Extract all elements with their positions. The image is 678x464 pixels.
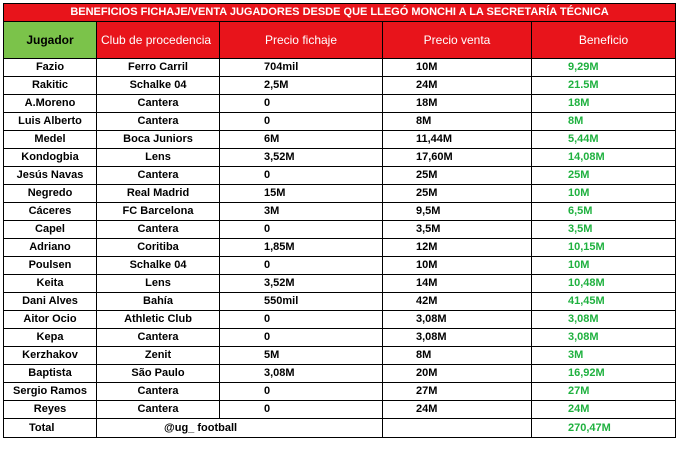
sale-price-cell[interactable]: 12M (383, 239, 532, 257)
table-row (4, 131, 676, 149)
sale-price-cell[interactable]: 18M (383, 95, 532, 113)
profit-cell[interactable]: 10,15M (532, 239, 676, 257)
player-cell[interactable]: Aitor Ocio (4, 311, 97, 329)
profit-cell[interactable]: 3,08M (532, 329, 676, 347)
player-cell[interactable]: Cáceres (4, 203, 97, 221)
sale-price-cell[interactable]: 27M (383, 383, 532, 401)
table-row (4, 239, 676, 257)
profit-column-header[interactable]: Beneficio (532, 22, 676, 59)
buy-price-cell[interactable]: 15M (220, 185, 383, 203)
sale-price-cell[interactable]: 3,08M (383, 329, 532, 347)
player-cell[interactable]: Kepa (4, 329, 97, 347)
buy-price-cell[interactable]: 0 (220, 401, 383, 419)
club-cell[interactable]: Ferro Carril (97, 59, 220, 77)
social-handle: @ug_ football (97, 419, 383, 438)
club-cell[interactable]: Cantera (97, 95, 220, 113)
club-cell[interactable]: Cantera (97, 113, 220, 131)
club-cell[interactable]: Schalke 04 (97, 77, 220, 95)
table-row (4, 77, 676, 95)
profit-cell[interactable]: 3M (532, 347, 676, 365)
profit-cell[interactable]: 3,08M (532, 311, 676, 329)
player-cell[interactable]: Capel (4, 221, 97, 239)
sale-price-cell[interactable]: 25M (383, 185, 532, 203)
sale-price-cell[interactable]: 10M (383, 257, 532, 275)
player-column-header[interactable]: Jugador (4, 22, 97, 59)
table-row (4, 185, 676, 203)
spreadsheet (3, 3, 675, 438)
buy-price-cell[interactable]: 0 (220, 95, 383, 113)
buy-price-cell[interactable]: 0 (220, 113, 383, 131)
buy-price-cell[interactable]: 3,52M (220, 275, 383, 293)
sale-price-cell[interactable]: 3,08M (383, 311, 532, 329)
profit-cell[interactable]: 3,5M (532, 221, 676, 239)
club-cell[interactable]: Cantera (97, 401, 220, 419)
table-row (4, 329, 676, 347)
player-cell[interactable]: Negredo (4, 185, 97, 203)
table-row (4, 347, 676, 365)
buy-price-column-header[interactable]: Precio fichaje (220, 22, 383, 59)
profit-cell[interactable]: 25M (532, 167, 676, 185)
header-row (4, 22, 676, 59)
table-row (4, 59, 676, 77)
table-row (4, 203, 676, 221)
transfer-profit-table (3, 3, 676, 438)
table-row (4, 167, 676, 185)
table-row (4, 293, 676, 311)
table-row (4, 401, 676, 419)
club-cell[interactable]: Lens (97, 149, 220, 167)
table-row (4, 383, 676, 401)
total-sale-cell[interactable] (383, 419, 532, 438)
club-cell[interactable]: FC Barcelona (97, 203, 220, 221)
player-cell[interactable]: A.Moreno (4, 95, 97, 113)
profit-cell[interactable]: 16,92M (532, 365, 676, 383)
sale-price-cell[interactable]: 24M (383, 401, 532, 419)
buy-price-cell[interactable]: 0 (220, 167, 383, 185)
club-cell[interactable]: Cantera (97, 383, 220, 401)
profit-cell[interactable]: 10M (532, 257, 676, 275)
buy-price-cell[interactable]: 0 (220, 257, 383, 275)
profit-cell[interactable]: 18M (532, 95, 676, 113)
sale-price-cell[interactable]: 10M (383, 59, 532, 77)
table-row (4, 257, 676, 275)
club-cell[interactable]: Schalke 04 (97, 257, 220, 275)
player-cell[interactable]: Medel (4, 131, 97, 149)
profit-cell[interactable]: 6,5M (532, 203, 676, 221)
table-row (4, 221, 676, 239)
total-profit-cell[interactable]: 270,47M (532, 419, 676, 438)
buy-price-cell[interactable]: 0 (220, 329, 383, 347)
buy-price-cell[interactable]: 0 (220, 221, 383, 239)
club-cell[interactable]: Boca Juniors (97, 131, 220, 149)
profit-cell[interactable]: 10M (532, 185, 676, 203)
player-cell[interactable]: Poulsen (4, 257, 97, 275)
player-cell[interactable]: Kerzhakov (4, 347, 97, 365)
sale-price-cell[interactable]: 25M (383, 167, 532, 185)
buy-price-cell[interactable]: 550mil (220, 293, 383, 311)
player-cell[interactable]: Sergio Ramos (4, 383, 97, 401)
profit-cell[interactable]: 8M (532, 113, 676, 131)
buy-price-cell[interactable]: 704mil (220, 59, 383, 77)
profit-cell[interactable]: 21.5M (532, 77, 676, 95)
buy-price-cell[interactable]: 3M (220, 203, 383, 221)
sale-price-cell[interactable]: 42M (383, 293, 532, 311)
club-cell[interactable]: Cantera (97, 167, 220, 185)
player-cell[interactable]: Jesús Navas (4, 167, 97, 185)
sale-price-cell[interactable]: 14M (383, 275, 532, 293)
buy-price-cell[interactable]: 2,5M (220, 77, 383, 95)
player-cell[interactable]: Baptista (4, 365, 97, 383)
sale-price-cell[interactable]: 8M (383, 347, 532, 365)
sale-price-cell[interactable]: 9,5M (383, 203, 532, 221)
title-row (4, 4, 676, 22)
table-row (4, 365, 676, 383)
table-row (4, 149, 676, 167)
total-row (4, 419, 676, 438)
profit-cell[interactable]: 41,45M (532, 293, 676, 311)
club-cell[interactable]: Real Madrid (97, 185, 220, 203)
player-cell[interactable]: Adriano (4, 239, 97, 257)
player-cell[interactable]: Dani Alves (4, 293, 97, 311)
sale-price-cell[interactable]: 8M (383, 113, 532, 131)
player-cell[interactable]: Luis Alberto (4, 113, 97, 131)
total-label[interactable]: Total (4, 419, 97, 438)
player-cell[interactable]: Reyes (4, 401, 97, 419)
player-cell[interactable]: Keita (4, 275, 97, 293)
table-row (4, 113, 676, 131)
sale-price-cell[interactable]: 17,60M (383, 149, 532, 167)
player-cell[interactable]: Rakitic (4, 77, 97, 95)
club-cell[interactable]: Cantera (97, 221, 220, 239)
player-cell[interactable]: Fazio (4, 59, 97, 77)
buy-price-cell[interactable]: 1,85M (220, 239, 383, 257)
club-cell[interactable]: Cantera (97, 329, 220, 347)
player-cell[interactable]: Kondogbia (4, 149, 97, 167)
club-cell[interactable]: São Paulo (97, 365, 220, 383)
club-cell[interactable]: Bahía (97, 293, 220, 311)
profit-cell[interactable]: 9,29M (532, 59, 676, 77)
profit-cell[interactable]: 5,44M (532, 131, 676, 149)
sale-price-column-header[interactable]: Precio venta (383, 22, 532, 59)
club-cell[interactable]: Coritiba (97, 239, 220, 257)
buy-price-cell[interactable]: 5M (220, 347, 383, 365)
club-column-header[interactable]: Club de procedencia (97, 22, 220, 59)
buy-price-cell[interactable]: 3,08M (220, 365, 383, 383)
club-cell[interactable]: Athletic Club (97, 311, 220, 329)
table-row (4, 311, 676, 329)
sale-price-cell[interactable]: 11,44M (383, 131, 532, 149)
sale-price-cell[interactable]: 20M (383, 365, 532, 383)
buy-price-cell[interactable]: 0 (220, 311, 383, 329)
sale-price-cell[interactable]: 3,5M (383, 221, 532, 239)
sale-price-cell[interactable]: 24M (383, 77, 532, 95)
profit-cell[interactable]: 10,48M (532, 275, 676, 293)
profit-cell[interactable]: 27M (532, 383, 676, 401)
table-row (4, 95, 676, 113)
table-row (4, 275, 676, 293)
buy-price-cell[interactable]: 3,52M (220, 149, 383, 167)
club-cell[interactable]: Zenit (97, 347, 220, 365)
buy-price-cell[interactable]: 0 (220, 383, 383, 401)
table-title: BENEFICIOS FICHAJE/VENTA JUGADORES DESDE QUE LLEGÓ MONCHI A LA SECRETARÍA TÉCNICA (4, 4, 676, 22)
buy-price-cell[interactable]: 6M (220, 131, 383, 149)
profit-cell[interactable]: 24M (532, 401, 676, 419)
club-cell[interactable]: Lens (97, 275, 220, 293)
profit-cell[interactable]: 14,08M (532, 149, 676, 167)
